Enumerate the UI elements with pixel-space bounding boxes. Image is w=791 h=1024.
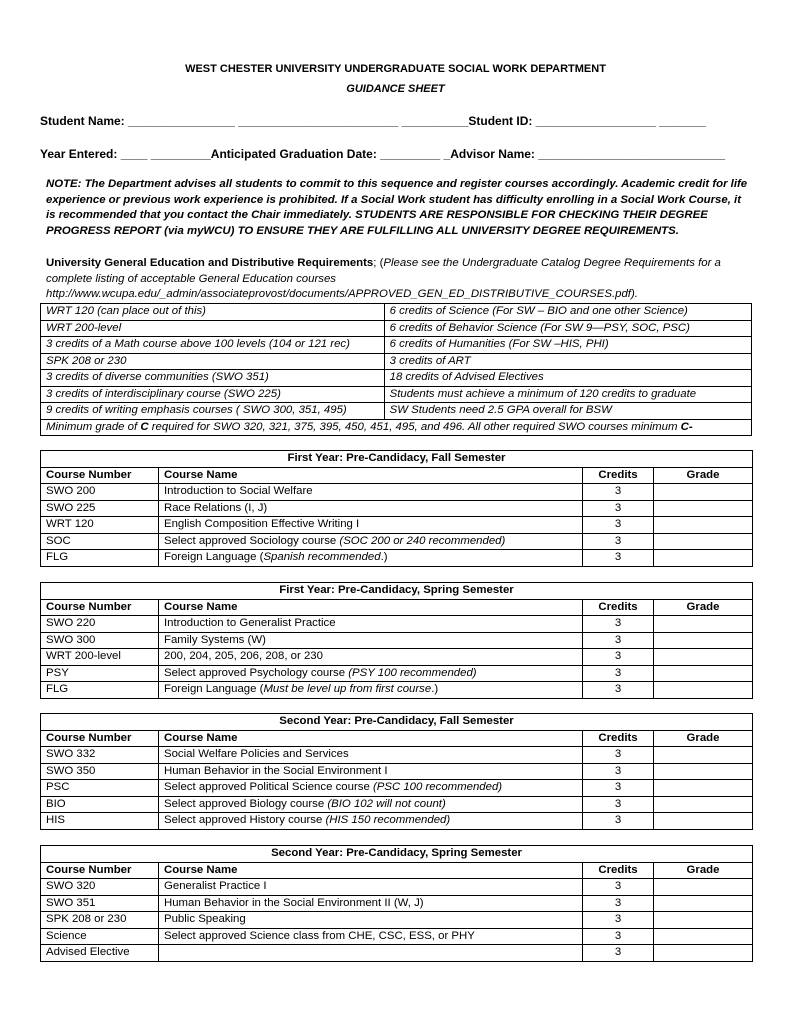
course-name-text: Select approved Science class from CHE, CSC, ESS, or PHY [164,929,475,942]
course-credits: 3 [583,813,654,830]
course-credits: 3 [583,780,654,797]
course-number: Advised Elective [41,945,159,962]
document-subtitle: GUIDANCE SHEET [346,83,445,95]
course-name [159,813,583,830]
document-title: WEST CHESTER UNIVERSITY UNDERGRADUATE SOCIAL WORK DEPARTMENT [185,63,606,75]
table-row [41,649,753,666]
grade-cell[interactable] [654,928,753,945]
requirement-right-cell: 6 credits of Science (For SW – BIO and one other Science) [384,304,751,321]
gened-heading: University General Education and Distributive Requirements [46,257,374,269]
table-row [41,533,753,550]
course-name [159,780,583,797]
grade-cell[interactable] [654,945,753,962]
course-number: SWO 200 [41,484,159,501]
course-credits: 3 [583,550,654,567]
requirement-row [41,337,752,354]
credits-header: Credits [583,467,654,484]
semester-title: Second Year: Pre-Candidacy, Fall Semester [41,714,753,731]
course-number: SWO 351 [41,895,159,912]
grade-header: Grade [654,467,753,484]
credits-header: Credits [583,730,654,747]
course-credits: 3 [583,912,654,929]
semester-title: First Year: Pre-Candidacy, Fall Semester [41,451,753,468]
grade-cell[interactable] [654,796,753,813]
course-name-header: Course Name [159,730,583,747]
grade-cell[interactable] [654,813,753,830]
course-name [159,550,583,567]
table-row [41,895,753,912]
course-name [159,912,583,929]
course-table [40,845,753,962]
course-number: HIS [41,813,159,830]
requirement-left-cell: 3 credits of a Math course above 100 levels (104 or 121 rec) [41,337,385,354]
course-name-text: Social Welfare Policies and Services [164,748,349,760]
course-name [159,484,583,501]
table-row [41,500,753,517]
course-name [159,632,583,649]
table-row [41,879,753,896]
min-grade-text-a: Minimum grade of [46,420,141,433]
column-header-row [41,599,753,616]
course-number: SWO 350 [41,763,159,780]
credits-header: Credits [583,599,654,616]
student-name-line: Student Name: ________________ ________________________ __________Student ID: __________________ _______ [40,114,706,128]
grade-cell[interactable] [654,763,753,780]
course-number-header: Course Number [41,862,159,879]
grade-cell[interactable] [654,879,753,896]
course-name [159,682,583,699]
year-entered-line: Year Entered: ____ _________Anticipated Graduation Date: _________ _Advisor Name: ____________________________ [40,147,726,161]
table-row [41,632,753,649]
course-name-end: .) [380,551,388,563]
course-table [40,713,753,830]
semester-title: First Year: Pre-Candidacy, Spring Semester [41,583,753,600]
requirement-right-cell: 6 credits of Humanities (For SW –HIS, PHI) [384,337,751,354]
course-name-note: (PSC 100 recommended) [372,781,503,793]
grade-cell[interactable] [654,550,753,567]
course-name-text: Public Speaking [164,913,246,925]
table-row [41,682,753,699]
table-row [41,550,753,567]
table-row [41,928,753,945]
course-name-note: (PSY 100 recommended) [348,666,477,679]
course-name [159,533,583,550]
course-credits: 3 [583,763,654,780]
grade-cell[interactable] [654,632,753,649]
requirement-row [41,403,752,420]
course-name-text: Select approved History course [164,814,326,826]
table-row [41,796,753,813]
course-number: FLG [41,550,159,567]
table-row [41,616,753,633]
course-name-text: Human Behavior in the Social Environment I [164,764,388,777]
course-name-header: Course Name [159,862,583,879]
course-name-note: (HIS 150 recommended) [325,814,451,826]
gened-paragraph [46,256,752,303]
course-number: SWO 320 [41,879,159,896]
course-credits: 3 [583,500,654,517]
course-number: SOC [41,533,159,550]
min-grade-text-b: required for SWO 320, 321, 375, 395, 450, 451, 495, and 496. All other required SWO courses minimum [148,420,681,433]
table-row [41,763,753,780]
min-grade-c: C [140,420,149,433]
course-table [40,582,753,699]
course-credits: 3 [583,895,654,912]
grade-cell[interactable] [654,665,753,682]
course-name-note: Must be level up from first course [263,683,432,695]
course-name-text: 200, 204, 205, 206, 208, or 230 [164,650,323,662]
course-name [159,895,583,912]
course-name-text: Introduction to Generalist Practice [164,617,336,629]
course-name [159,665,583,682]
course-number: WRT 200-level [41,649,159,666]
course-credits: 3 [583,533,654,550]
course-name-text: Family Systems (W) [164,633,266,646]
course-name [159,649,583,666]
requirement-left-cell: 3 credits of diverse communities (SWO 351) [41,370,385,387]
table-row [41,484,753,501]
course-number-header: Course Number [41,467,159,484]
course-name [159,616,583,633]
min-grade-c-minus: C- [680,420,693,433]
grade-cell[interactable] [654,747,753,764]
course-credits: 3 [583,649,654,666]
requirements-table [40,303,752,436]
course-name [159,763,583,780]
requirement-left-cell: SPK 208 or 230 [41,353,385,370]
course-name-note: (SOC 200 or 240 recommended) [339,534,506,547]
course-number: PSC [41,780,159,797]
min-grade-cell [41,419,752,436]
grade-cell[interactable] [654,533,753,550]
requirement-row [41,370,752,387]
course-number: PSY [41,665,159,682]
course-credits: 3 [583,616,654,633]
course-credits: 3 [583,747,654,764]
course-name-text: Foreign Language ( [164,551,264,563]
course-name-text: Select approved Sociology course [164,534,340,547]
course-credits: 3 [583,517,654,534]
course-name-text: English Composition Effective Writing I [164,518,360,530]
course-name-header: Course Name [159,599,583,616]
course-number: BIO [41,796,159,813]
course-name-text: Race Relations (I, J) [164,501,268,514]
course-credits: 3 [583,632,654,649]
grade-header: Grade [654,599,753,616]
course-credits: 3 [583,796,654,813]
column-header-row [41,862,753,879]
grade-header: Grade [654,862,753,879]
course-name [159,945,583,962]
course-credits: 3 [583,682,654,699]
table-row [41,813,753,830]
course-name [159,517,583,534]
course-name [159,500,583,517]
requirement-right-cell: Students must achieve a minimum of 120 credits to graduate [384,386,751,403]
semester-title: Second Year: Pre-Candidacy, Spring Semester [41,846,753,863]
course-number: SPK 208 or 230 [41,912,159,929]
course-number: SWO 332 [41,747,159,764]
course-name-note: Spanish recommended [263,551,381,563]
grade-cell[interactable] [654,484,753,501]
column-header-row [41,467,753,484]
course-name-header: Course Name [159,467,583,484]
course-number-header: Course Number [41,730,159,747]
table-row [41,780,753,797]
course-name [159,796,583,813]
course-credits: 3 [583,945,654,962]
requirement-right-cell: 6 credits of Behavior Science (For SW 9—PSY, SOC, PSC) [384,320,751,337]
course-name [159,879,583,896]
course-number: SWO 220 [41,616,159,633]
course-name-text: Generalist Practice I [164,880,267,892]
gened-text: Please see the Undergraduate Catalog Degree Requirements for a complete listing of acceptable General Education courses http://www.wcupa.edu/_admin/associateprovost/documents/APPROVED_GEN_ED_DISTRIBUTIVE_COURSES.pdf). [46,257,721,300]
grade-cell[interactable] [654,895,753,912]
course-credits: 3 [583,879,654,896]
course-number: SWO 225 [41,500,159,517]
course-number: WRT 120 [41,517,159,534]
requirement-row [41,304,752,321]
grade-header: Grade [654,730,753,747]
course-number: Science [41,928,159,945]
course-number-header: Course Number [41,599,159,616]
column-header-row [41,730,753,747]
requirement-left-cell: 3 credits of interdisciplinary course (SWO 225) [41,386,385,403]
grade-cell[interactable] [654,616,753,633]
requirement-right-cell: 3 credits of ART [384,353,751,370]
course-number: FLG [41,682,159,699]
gened-separator: ; ( [373,257,384,269]
min-grade-row [41,419,752,436]
credits-header: Credits [583,862,654,879]
course-credits: 3 [583,665,654,682]
course-name-text: Select approved Political Science course [164,781,373,793]
grade-cell[interactable] [654,780,753,797]
requirement-left-cell: WRT 200-level [41,320,385,337]
table-row [41,912,753,929]
course-name-end: .) [431,683,439,695]
requirement-right-cell: SW Students need 2.5 GPA overall for BSW [384,403,751,420]
table-row [41,747,753,764]
requirement-row [41,353,752,370]
requirement-row [41,386,752,403]
course-name-text: Foreign Language ( [164,683,264,695]
course-name-note: (BIO 102 will not count) [327,797,446,810]
course-credits: 3 [583,484,654,501]
course-name-text: Select approved Psychology course [164,666,349,679]
requirement-right-cell: 18 credits of Advised Electives [384,370,751,387]
requirement-left-cell: 9 credits of writing emphasis courses ( SWO 300, 351, 495) [41,403,385,420]
course-name [159,928,583,945]
grade-cell[interactable] [654,517,753,534]
course-name [159,747,583,764]
requirement-left-cell: WRT 120 (can place out of this) [41,304,385,321]
course-table [40,450,753,567]
grade-cell[interactable] [654,500,753,517]
course-name-text: Introduction to Social Welfare [164,485,313,497]
table-row [41,665,753,682]
table-row [41,945,753,962]
course-number: SWO 300 [41,632,159,649]
course-name-text: Human Behavior in the Social Environment II (W, J) [164,896,424,909]
course-name-text: Select approved Biology course [164,797,328,810]
grade-cell[interactable] [654,649,753,666]
grade-cell[interactable] [654,682,753,699]
table-row [41,517,753,534]
grade-cell[interactable] [654,912,753,929]
note-paragraph: NOTE: The Department advises all students to commit to this sequence and register courses accordingly. Academic credit for life experience or previous work experience is prohibited. If a Social Work student has difficulty enrolling in a Social Work Course, it is recommended that you contact the Chair immediately. STUDENTS ARE RESPONSIBLE FOR CHECKING THEIR DEGREE PROGRESS REPORT (via myWCU) TO ENSURE THEY ARE FULFILLING ALL UNIVERSITY DEGREE REQUIREMENTS. [46,178,748,237]
course-credits: 3 [583,928,654,945]
requirement-row [41,320,752,337]
